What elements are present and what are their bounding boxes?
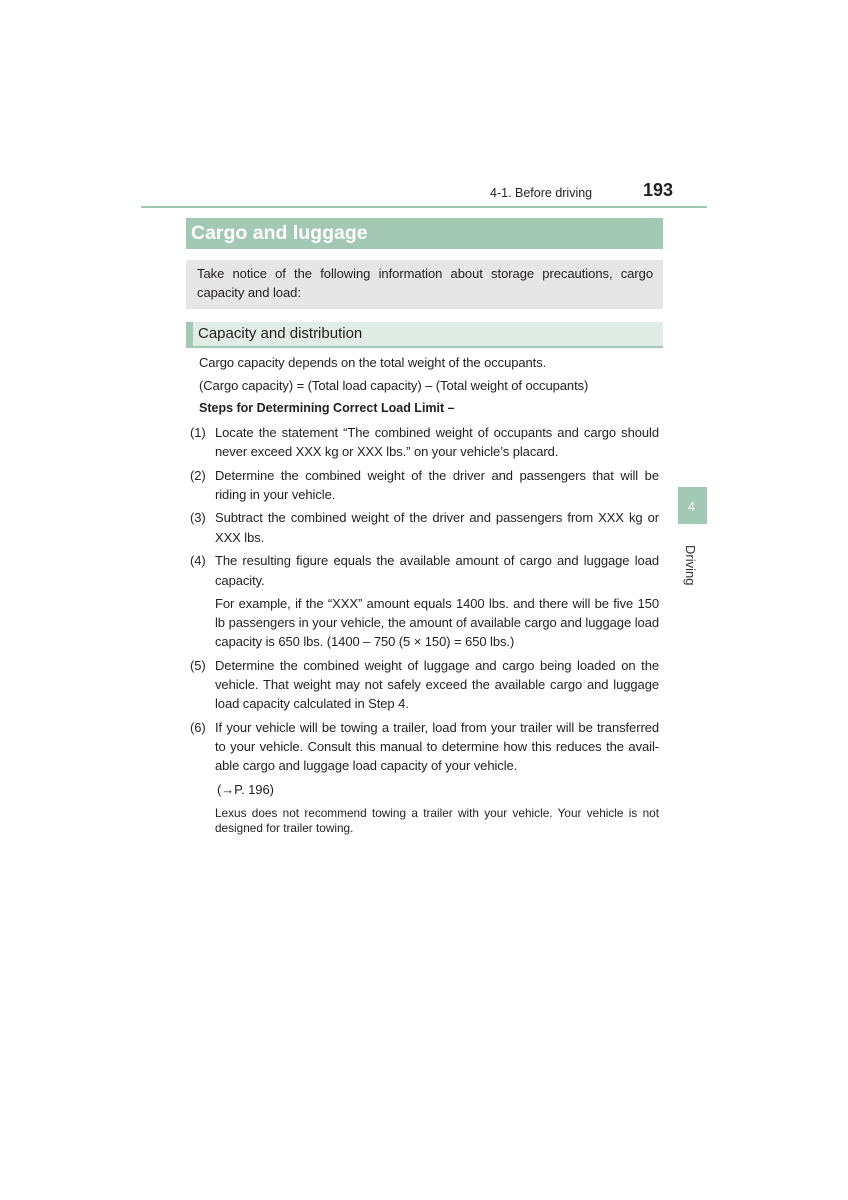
- step-text-line: vehicle. That weight may not safely exceed the available cargo and luggage: [215, 677, 659, 693]
- step-text-line: The resulting figure equals the available amount of cargo and luggage load: [215, 553, 659, 569]
- step-text-line: load capacity calculated in Step 4.: [215, 696, 409, 712]
- intro-box: [186, 260, 663, 309]
- step-3: [186, 508, 663, 546]
- step-text-line: XXX lbs.: [215, 529, 265, 545]
- header-divider: [141, 206, 707, 208]
- load-example-paragraph: [215, 594, 659, 652]
- step-2: [186, 466, 663, 504]
- cargo-capacity-formula: (Cargo capacity) = (Total load capacity) – (Total weight of occupants): [199, 378, 589, 394]
- step-6: [186, 718, 663, 836]
- step-4: [186, 551, 663, 651]
- example-text-line: lb passengers in your vehicle, the amount of available cargo and luggage load: [215, 614, 659, 630]
- step-number: (2): [190, 467, 206, 483]
- page-title: Cargo and luggage: [191, 222, 368, 244]
- step-text-line: Subtract the combined weight of the driver and passengers from XXX kg or: [215, 510, 659, 526]
- steps-heading: Steps for Determining Correct Load Limit –: [199, 401, 455, 416]
- step-text-line: capacity.: [215, 572, 265, 588]
- chapter-tab: [678, 487, 707, 524]
- step-text-line: never exceed XXX kg or XXX lbs.” on your vehicle’s placard.: [215, 443, 559, 459]
- section-title-bar: [186, 218, 663, 249]
- example-text-line: capacity is 650 lbs. (1400 – 750 (5 × 150) = 650 lbs.): [215, 634, 515, 650]
- step-number: (3): [190, 510, 206, 526]
- note-text-line: designed for trailer towing.: [215, 820, 354, 835]
- step-text-line: to your vehicle. Consult this manual to determine how this reduces the avail-: [215, 739, 659, 755]
- intro-text-line: Take notice of the following information about storage precautions, cargo: [197, 266, 653, 281]
- chapter-number: 4: [687, 499, 696, 514]
- step-5: [186, 656, 663, 714]
- chapter-label: Driving: [683, 545, 698, 586]
- page-reference: (→P. 196): [217, 781, 274, 797]
- towing-note: [215, 806, 659, 836]
- page-number: 193: [643, 180, 674, 200]
- step-number: (6): [190, 719, 206, 735]
- header-section-title: 4-1. Before driving: [490, 186, 593, 200]
- cargo-capacity-text: Cargo capacity depends on the total weight of the occupants.: [199, 355, 547, 370]
- subheading-accent: [186, 322, 193, 348]
- subheading-title: Capacity and distribution: [198, 325, 363, 342]
- intro-text-line: capacity and load:: [197, 285, 301, 300]
- step-text-line: Determine the combined weight of the driver and passengers that will be: [215, 467, 659, 483]
- example-text-line: For example, if the “XXX” amount equals 1400 lbs. and there will be five 150: [215, 595, 659, 611]
- step-number: (1): [190, 424, 206, 440]
- step-number: (5): [190, 657, 206, 673]
- step-text-line: able cargo and luggage load capacity of your vehicle.: [215, 758, 518, 774]
- step-text-line: Determine the combined weight of luggage and cargo being loaded on the: [215, 657, 659, 673]
- step-text-line: riding in your vehicle.: [215, 486, 336, 502]
- subheading-bar: [186, 322, 663, 348]
- content-body: [186, 353, 663, 836]
- step-text-line: If your vehicle will be towing a trailer, load from your trailer will be transferred: [215, 719, 659, 735]
- step-1: [186, 423, 663, 461]
- step-number: (4): [190, 553, 206, 569]
- note-text-line: Lexus does not recommend towing a trailer with your vehicle. Your vehicle is not: [215, 805, 659, 820]
- step-text-line: Locate the statement “The combined weight of occupants and cargo should: [215, 424, 659, 440]
